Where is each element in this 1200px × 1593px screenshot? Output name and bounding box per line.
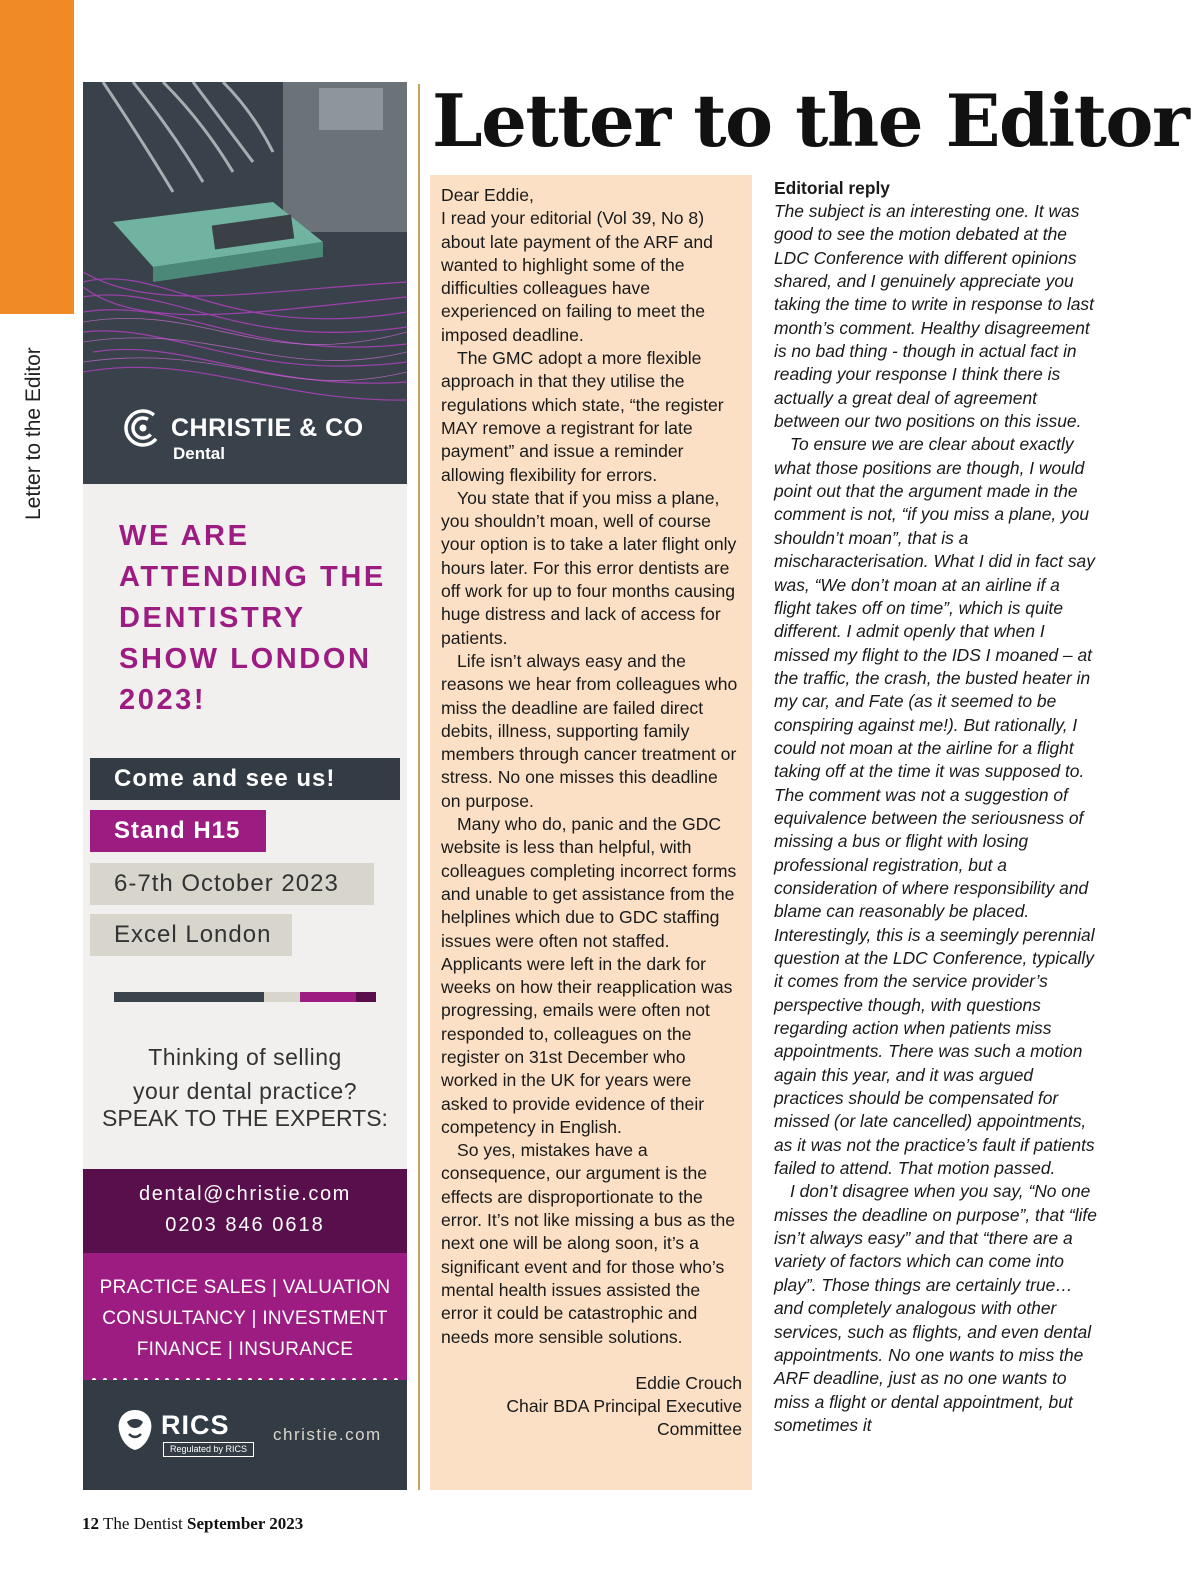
services-line-2: CONSULTANCY | INVESTMENT [102,1308,388,1329]
publication-name: The Dentist [102,1514,183,1533]
reply-paragraph: I don’t disagree when you say, “No one misses the deadline on purpose”, that “life isn’t always easy” and that “there are a variety of factors which can come into play”. Those things are certainly true… and completely analogous with other services, such as flights, and even dental appointments. No one wants to miss the ARF deadline, just as no one wants to miss a flight or dental appointment, but sometimes it [774,1181,1097,1435]
letter-paragraph: Many who do, panic and the GDC website is less than helpful, with colleagues completing incorrect forms and unable to get assistance from the helplines which due to GDC staffing issues were often not staffed. Applicants were left in the dark for weeks on how their reapplication was progressing, emails were often not responded to, colleagues on the register on 31st December who worked in the UK for years were asked to provide evidence of their competency in English. [441,814,737,1137]
decor-stripe [356,992,376,1002]
editorial-reply [774,177,1100,1437]
column-divider [418,84,420,1490]
page-folio [82,1514,303,1534]
selling-line-2: your dental practice? [132,1078,357,1104]
stand-banner: Stand H15 [90,810,266,852]
brand-sub: Dental [173,444,225,463]
contact-box [83,1169,407,1253]
decor-stripe [264,992,300,1002]
selling-line-1: Thinking of selling [148,1044,342,1070]
letter-paragraph: Life isn’t always easy and the reasons we hear from colleagues who miss the deadline are failed direct debits, illness, supporting family members through cancer treatment or stress. No one misses this deadline on purpose. [441,650,738,811]
rics-regulated: Regulated by RICS [163,1442,254,1457]
letter-signature [441,1372,742,1442]
signature-role-cont: Committee [656,1419,742,1440]
reply-heading: Editorial reply [774,178,890,198]
date-banner: 6-7th October 2023 [90,863,374,905]
rics-lion-icon [115,1408,155,1452]
signature-role: Chair BDA Principal Executive [506,1396,742,1417]
letter-paragraph: You state that if you miss a plane, you shouldn’t moan, well of course your option is to take a later flight only hours later. For this error dentists are off work for up to four months causing huge distress and lack of access for patients. [441,487,737,648]
letter-salutation: Dear Eddie, [441,185,534,205]
letter-paragraph: I read your editorial (Vol 39, No 8) about late payment of the ARF and wanted to highlight some of the difficulties colleagues have experienced on failing to meet the imposed deadline. [441,208,713,345]
brand-name: CHRISTIE & CO [171,414,364,442]
decor-stripe [300,992,356,1002]
christie-advert[interactable] [83,82,407,1490]
rics-wordmark: RICS [161,1410,230,1440]
running-head-text: Letter to the Editor [22,347,45,520]
letter-panel [430,175,752,1490]
come-see-banner: Come and see us! [90,758,400,800]
christie-logo-icon [123,408,163,448]
running-head [20,330,50,530]
venue-banner: Excel London [90,914,292,956]
selling-question [83,1040,407,1108]
signature-name: Eddie Crouch [635,1372,742,1393]
speak-experts: SPEAK TO THE EXPERTS: [102,1105,388,1131]
reply-paragraph: To ensure we are clear about exactly what those positions are though, I would point out that the argument made in the comment is not, “if you miss a plane, you shouldn’t moan”, that is a mischaracterisation. What I did in fact say was, “We don’t moan at an airline if a flight takes off on time”, which is quite different. I admit openly that when I missed my flight to the IDS I moaned – at the traffic, the crash, the busted heater in my car, and Fate (as it seemed to be conspiring against me!). But rationally, I could not moan at the airline for a flight taking off at the time it was supposed to. The comment was not a suggestion of equivalence between the seriousness of missing a bus or flight with losing professional registration, but a consideration of where responsibility and blame can reasonably be placed. Interestingly, this is a seemingly perennial question at the LDC Conference, typically it comes from the service provider’s perspective though, with questions regarding action when patients miss appointments. There was such a motion again this year, and it was argued practices should be compensated for missed (or late cancelled) appointments, as it was not the practice’s fault if patients failed to attend. That motion passed. [774,434,1095,1179]
letter-paragraph: So yes, mistakes have a consequence, our argument is the effects are disproportionate to the error. It’s not like missing a bus as the next one will be along soon, it’s a significant event and for those who’s mental health issues assisted the error it could be catastrophic and needs more sensible solutions. [441,1140,736,1347]
issue-date: September 2023 [187,1514,304,1533]
services-box [83,1253,407,1380]
services-line-1: PRACTICE SALES | VALUATION [99,1277,391,1298]
page-title: Letter to the Editor [432,78,1189,163]
letter-paragraph: The GMC adopt a more flexible approach in that they utilise the regulations which state, “the register MAY remove a registrant for late payment” and issue a reminder allowing flexibility for errors. [441,348,724,485]
page-number: 12 [82,1514,99,1533]
contact-phone[interactable]: 0203 846 0618 [165,1214,325,1236]
website-link[interactable]: christie.com [273,1425,382,1444]
decor-stripe [114,992,264,1002]
reply-paragraph: The subject is an interesting one. It was good to see the motion debated at the LDC Conference with different opinions shared, and I genuinely appreciate you taking the time to write in response to last month’s comment. Healthy disagreement is no bad thing - though in actual fact in reading your response I think there is actually a great deal of agreement between our two positions on this issue. [774,201,1094,432]
christie-brand [123,408,364,448]
section-color-tab [0,0,74,314]
services-line-3: FINANCE | INSURANCE [136,1339,354,1360]
ad-headline: WE ARE ATTENDING THE DENTISTRY SHOW LONDON 2023! [119,520,386,716]
ad-footer [83,1380,407,1490]
contact-email-link[interactable]: dental@christie.com [139,1183,351,1205]
